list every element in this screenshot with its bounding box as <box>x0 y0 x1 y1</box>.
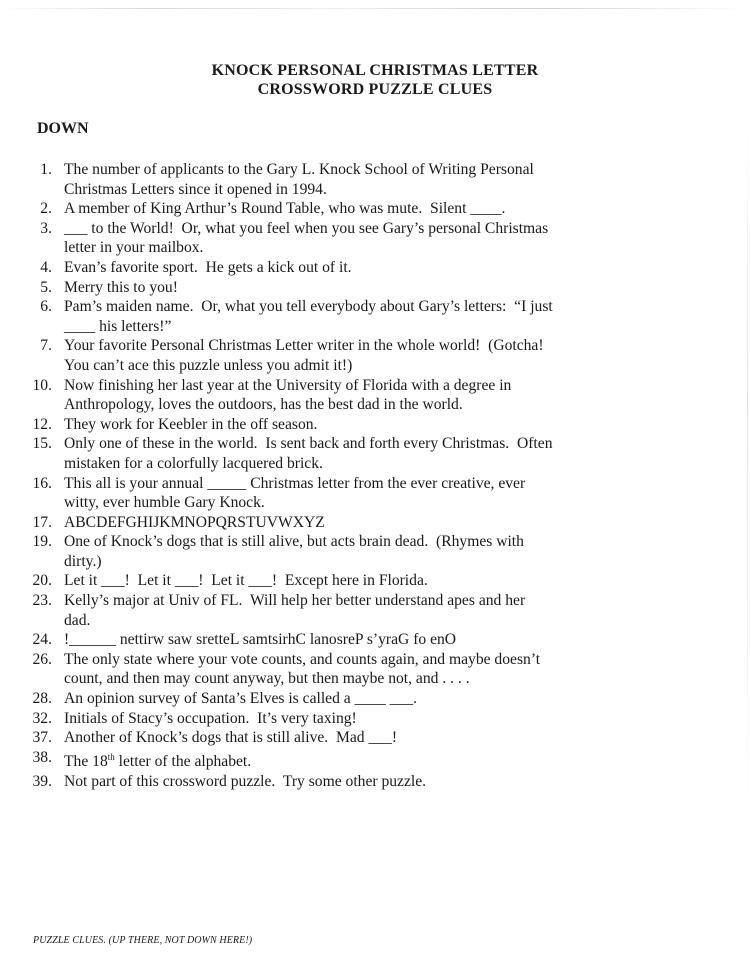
clue-line: Not part of this crossword puzzle. Try some other puzzle. <box>64 772 427 790</box>
clue-number: 19. <box>32 533 52 551</box>
clue-item <box>0 571 750 591</box>
clue-item <box>0 415 750 435</box>
clue-text <box>64 728 650 748</box>
clue-number: 10. <box>32 376 52 394</box>
clue-item <box>0 336 750 375</box>
clue-line: Only one of these in the world. Is sent back and forth every Christmas. Often <box>64 435 553 453</box>
clue-number: 26. <box>32 650 52 668</box>
clue-line: The number of applicants to the Gary L. Knock School of Writing Personal <box>64 161 534 178</box>
clue-number: 24. <box>32 631 52 649</box>
clue-line: witty, ever humble Gary Knock. <box>64 494 265 512</box>
clue-line: Another of Knock’s dogs that is still alive. Mad ___! <box>64 729 398 747</box>
clue-item <box>0 376 750 415</box>
clue-number: 1. <box>40 161 52 178</box>
clue-line: Merry this to you! <box>64 278 178 296</box>
clue-item <box>0 219 750 258</box>
clue-number: 6. <box>40 298 52 316</box>
clue-number: 5. <box>40 278 52 296</box>
clue-line: Evan’s favorite sport. He gets a kick out of it. <box>64 258 352 276</box>
clue-item <box>0 513 750 533</box>
clue-line: mistaken for a colorfully lacquered brick. <box>64 454 323 472</box>
clue-number: 32. <box>32 709 52 727</box>
clue-text <box>64 415 650 435</box>
clue-text-part: letter of the alphabet. <box>118 753 252 770</box>
clue-line: dad. <box>64 611 91 629</box>
clue-item <box>0 630 750 650</box>
clue-number: 2. <box>40 200 52 218</box>
title-line-2: CROSSWORD PUZZLE CLUES <box>257 81 493 98</box>
clue-item <box>0 532 750 571</box>
clue-line: Christmas Letters since it opened in 1994. <box>64 180 327 198</box>
clue-text <box>64 297 650 336</box>
clue-line: You can’t ace this puzzle unless you admit it!) <box>64 356 353 374</box>
clue-text <box>64 513 650 533</box>
clue-line: They work for Keebler in the off season. <box>64 415 318 433</box>
clue-text <box>64 709 650 729</box>
clue-text-part: The 18 <box>64 753 108 770</box>
clue-number: 20. <box>32 572 52 590</box>
clue-line: ___ to the World! Or, what you feel when you see Gary’s personal Christmas <box>64 219 549 237</box>
clue-superscript: th <box>107 751 115 762</box>
clue-line: Let it ___! Let it ___! Let it ___! Except here in Florida. <box>64 572 428 590</box>
footer-note: PUZZLE CLUES. (UP THERE, NOT DOWN HERE!) <box>33 935 253 946</box>
clue-item <box>0 709 750 729</box>
scan-edge-top <box>0 8 750 9</box>
clue-number: 12. <box>32 415 52 433</box>
clue-list <box>0 160 750 791</box>
clue-item <box>0 278 750 298</box>
clue-line: letter in your mailbox. <box>64 239 204 257</box>
clue-text <box>64 474 650 513</box>
clue-line: An opinion survey of Santa’s Elves is called a ____ ___. <box>64 690 417 708</box>
section-heading-down: DOWN <box>37 120 89 137</box>
clue-item <box>0 689 750 709</box>
clue-item <box>0 474 750 513</box>
clue-line: Now finishing her last year at the University of Florida with a degree in <box>64 376 512 394</box>
clue-item <box>0 772 750 792</box>
clue-text <box>64 219 650 258</box>
clue-text <box>64 434 650 473</box>
clue-line: A member of King Arthur’s Round Table, who was mute. Silent ____. <box>64 200 506 218</box>
clue-text <box>64 591 650 630</box>
clue-item <box>0 591 750 630</box>
clue-text <box>64 532 650 571</box>
clue-number: 17. <box>32 513 52 531</box>
clue-item <box>0 728 750 748</box>
clue-number: 16. <box>32 474 52 492</box>
clue-number: 15. <box>32 435 52 453</box>
clue-text <box>64 199 650 219</box>
clue-line: Anthropology, loves the outdoors, has the best dad in the world. <box>64 396 463 414</box>
clue-item <box>0 297 750 336</box>
clue-line: Kelly’s major at Univ of FL. Will help her better understand apes and her <box>64 592 526 610</box>
clue-item <box>0 199 750 219</box>
title-line-1: KNOCK PERSONAL CHRISTMAS LETTER <box>211 62 539 79</box>
clue-text <box>64 336 650 375</box>
clue-line: One of Knock’s dogs that is still alive, but acts brain dead. (Rhymes with <box>64 533 524 551</box>
clue-number: 23. <box>32 592 52 610</box>
clue-item <box>0 434 750 473</box>
clue-line: !______ nettirw saw sretteL samtsirhC lanosreP s’yraG fo enO <box>64 631 457 649</box>
clue-line: Pam’s maiden name. Or, what you tell everybody about Gary’s letters: “I just <box>64 298 553 316</box>
clue-line: Your favorite Personal Christmas Letter writer in the whole world! (Gotcha! <box>64 337 544 355</box>
clue-text <box>64 630 650 650</box>
clue-number: 4. <box>40 258 52 276</box>
clue-number: 7. <box>40 337 52 355</box>
clue-number: 3. <box>40 219 52 237</box>
clue-text <box>64 160 650 199</box>
clue-item <box>0 650 750 689</box>
clue-number: 38. <box>32 748 52 766</box>
clue-number: 37. <box>32 729 52 747</box>
clue-item <box>0 748 750 772</box>
page-title <box>0 61 750 99</box>
clue-item <box>0 160 750 199</box>
clue-text <box>64 650 650 689</box>
clue-line: ABCDEFGHIJKMNOPQRSTUVWXYZ <box>64 513 325 531</box>
clue-text <box>64 376 650 415</box>
clue-text <box>64 278 650 298</box>
clue-line: count, and then may count anyway, but then maybe not, and . . . . <box>64 670 470 688</box>
clue-text <box>64 258 650 278</box>
clue-line: ____ his letters!” <box>64 317 172 335</box>
clue-text <box>64 689 650 709</box>
clue-text <box>64 772 650 792</box>
clue-line: dirty.) <box>64 552 102 570</box>
clue-text <box>64 748 650 772</box>
clue-line: The only state where your vote counts, and counts again, and maybe doesn’t <box>64 650 541 668</box>
clue-number: 28. <box>32 690 52 708</box>
clue-number: 39. <box>32 772 52 790</box>
clue-item <box>0 258 750 278</box>
clue-line: Initials of Stacy’s occupation. It’s very taxing! <box>64 709 357 727</box>
clue-text <box>64 571 650 591</box>
clue-line: This all is your annual _____ Christmas letter from the ever creative, ever <box>64 474 526 492</box>
